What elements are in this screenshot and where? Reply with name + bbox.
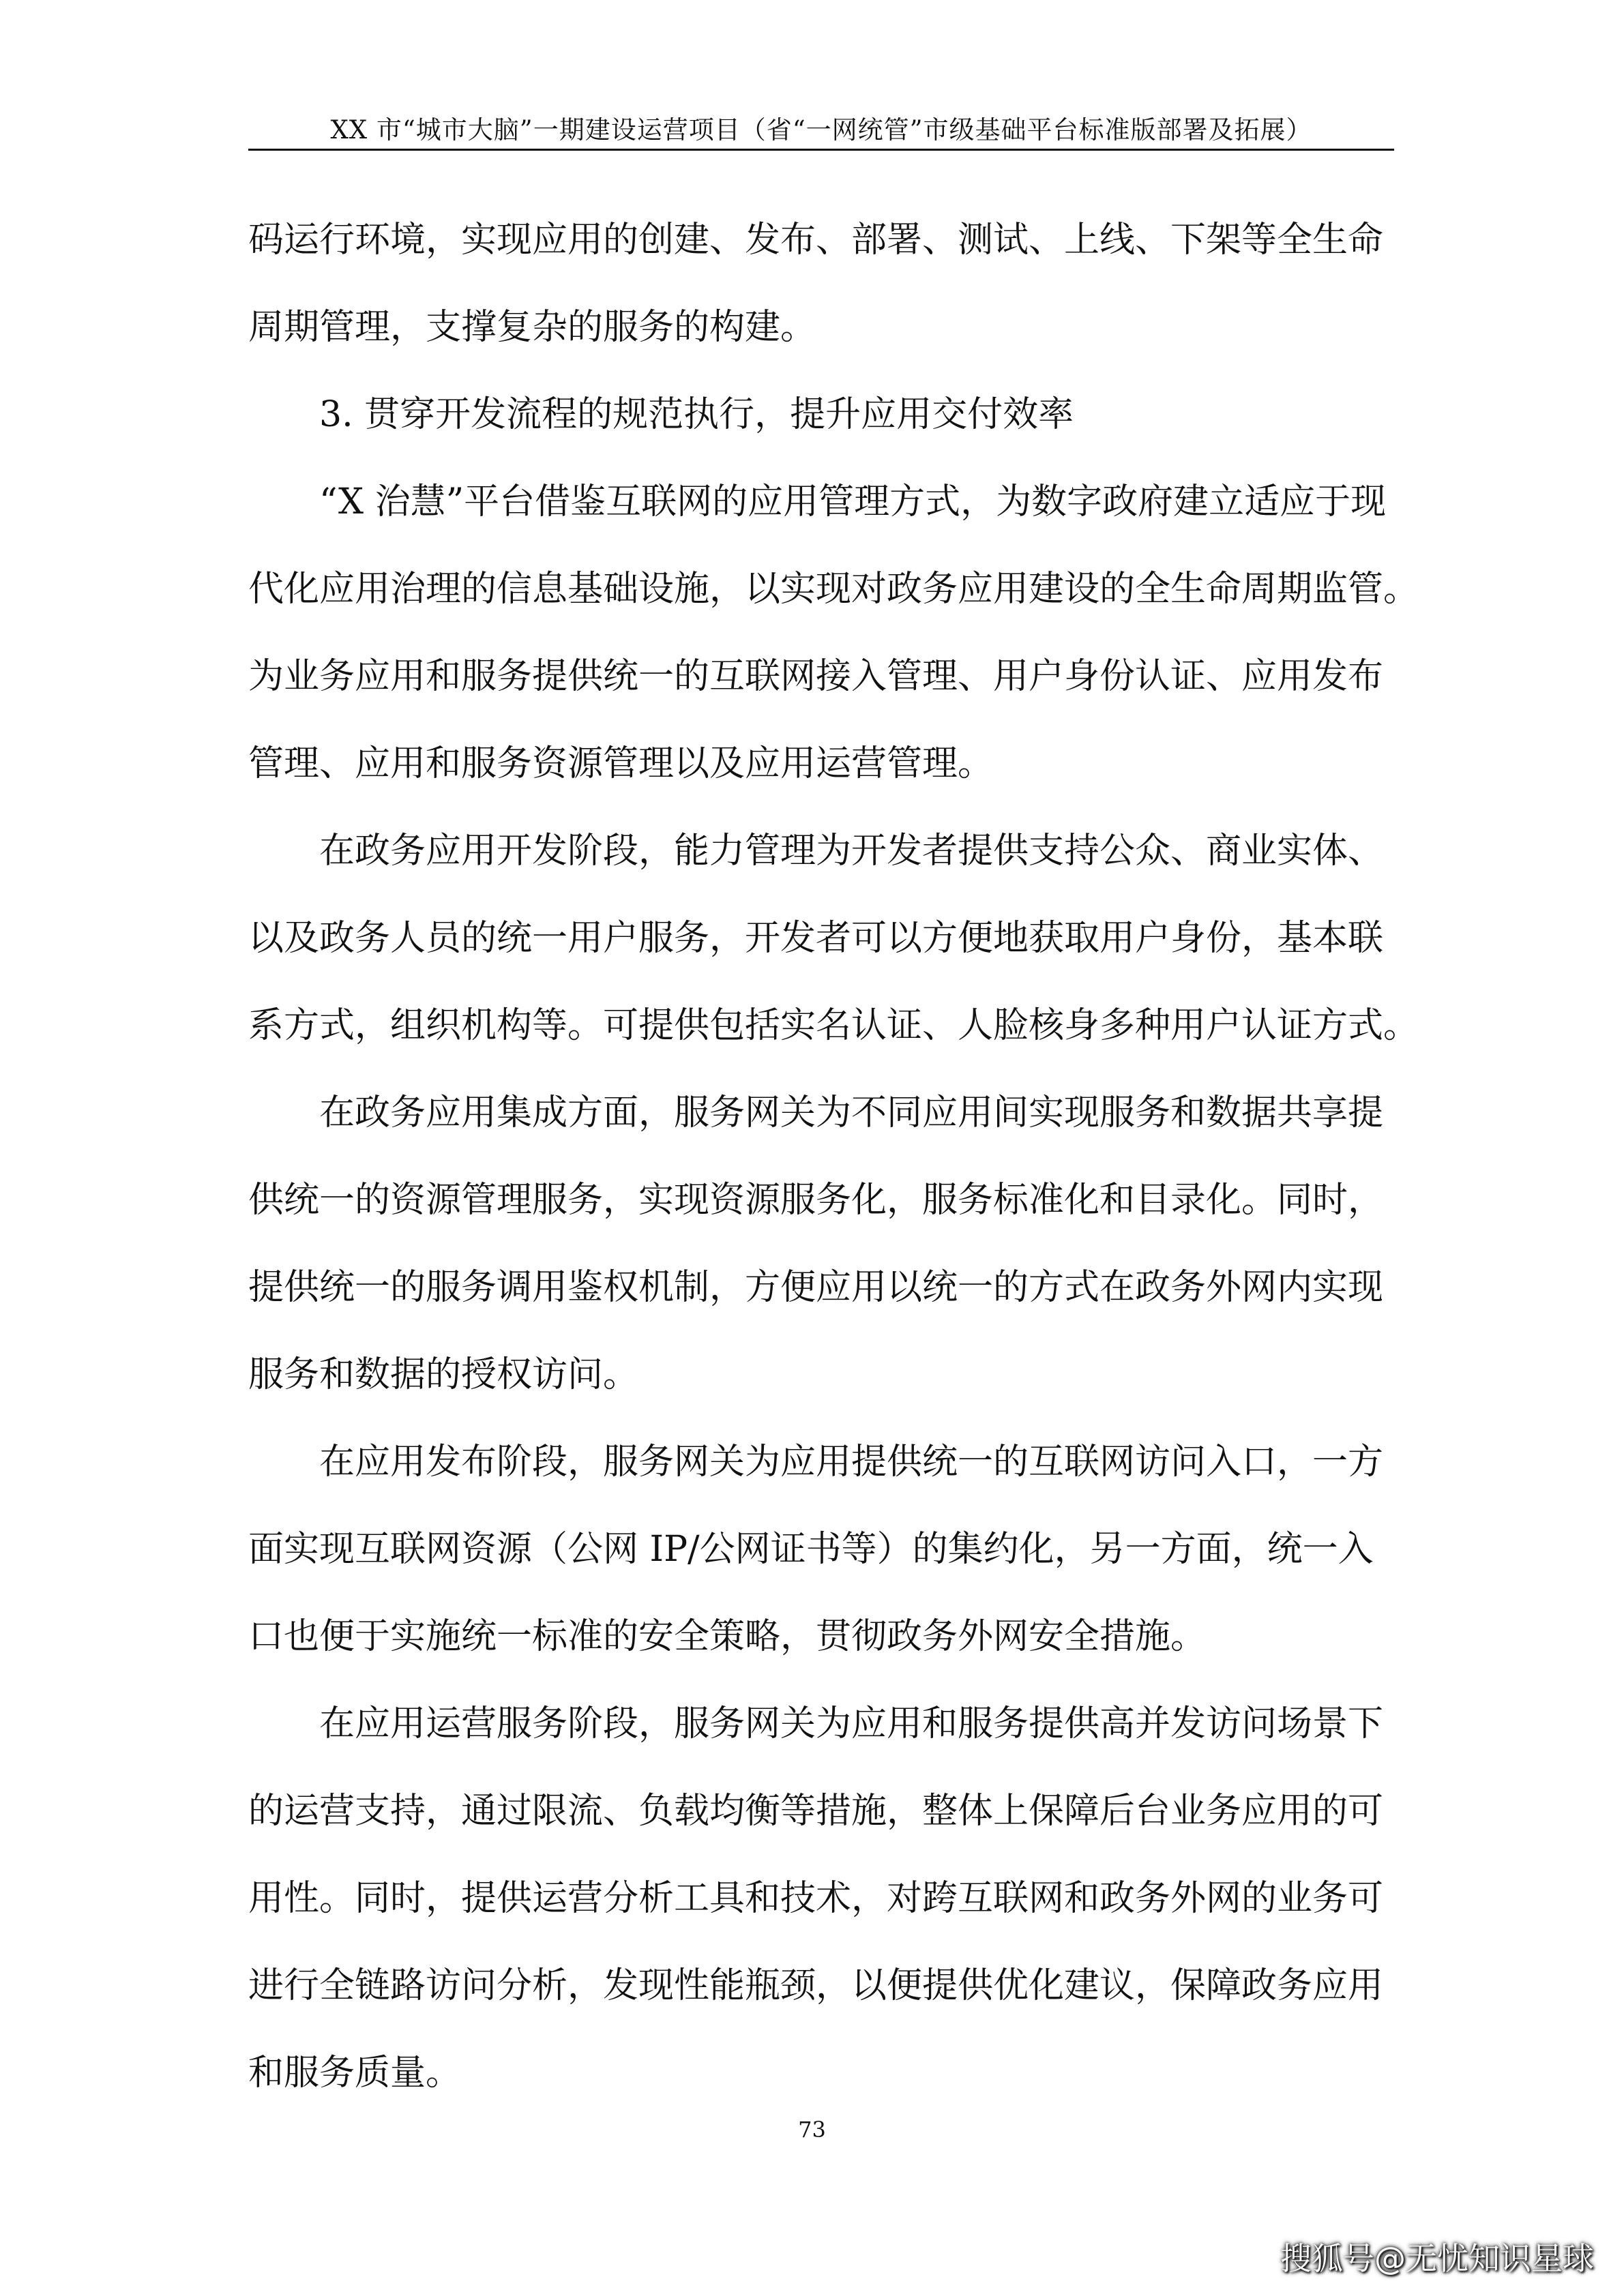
text-line: 服务和数据的授权访问。 [248, 1354, 639, 1395]
text-line: 周期管理，支撑复杂的服务的构建。 [248, 307, 816, 348]
section-heading: 3. 贯穿开发流程的规范执行，提升应用交付效率 [319, 394, 1074, 435]
header-rule [248, 149, 1394, 151]
text-line: 供统一的资源管理服务，实现资源服务化，服务标准化和目录化。同时， [248, 1180, 1384, 1221]
text-line: 系方式，组织机构等。可提供包括实名认证、人脸核身多种用户认证方式。 [248, 1005, 1419, 1046]
text-line: 和服务质量。 [248, 2053, 462, 2093]
text-line: 口也便于实施统一标准的安全策略，贯彻政务外网安全措施。 [248, 1616, 1207, 1657]
text-line: 代化应用治理的信息基础设施，以实现对政务应用建设的全生命周期监管。 [248, 569, 1419, 610]
text-line: 面实现互联网资源（公网 IP/公网证书等）的集约化，另一方面，统一入 [248, 1529, 1374, 1570]
text-line: 在应用发布阶段，服务网关为应用提供统一的互联网访问入口，一方 [319, 1442, 1384, 1482]
text-line: 在政务应用集成方面，服务网关为不同应用间实现服务和数据共享提 [319, 1092, 1384, 1133]
page-number: 73 [798, 2117, 826, 2143]
text-line: 在应用运营服务阶段，服务网关为应用和服务提供高并发访问场景下 [319, 1703, 1384, 1744]
text-line: 管理、应用和服务资源管理以及应用运营管理。 [248, 743, 994, 784]
watermark: 搜狐号@无忧知识星球 [1280, 2240, 1594, 2277]
running-header: XX 市“城市大脑”一期建设运营项目（省“一网统管”市级基础平台标准版部署及拓展） [330, 115, 1312, 145]
text-line: 的运营支持，通过限流、负载均衡等措施，整体上保障后台业务应用的可 [248, 1791, 1384, 1832]
text-line: 码运行环境，实现应用的创建、发布、部署、测试、上线、下架等全生命 [248, 220, 1384, 260]
text-line: 用性。同时，提供运营分析工具和技术，对跨互联网和政务外网的业务可 [248, 1878, 1384, 1919]
text-line: 以及政务人员的统一用户服务，开发者可以方便地获取用户身份，基本联 [248, 918, 1384, 959]
text-line: 为业务应用和服务提供统一的互联网接入管理、用户身份认证、应用发布 [248, 656, 1384, 697]
text-line: 提供统一的服务调用鉴权机制，方便应用以统一的方式在政务外网内实现 [248, 1267, 1384, 1308]
text-line: 进行全链路访问分析，发现性能瓶颈，以便提供优化建议，保障政务应用 [248, 1965, 1384, 2006]
text-line: 在政务应用开发阶段，能力管理为开发者提供支持公众、商业实体、 [319, 831, 1384, 871]
text-line: “X 治慧”平台借鉴互联网的应用管理方式，为数字政府建立适应于现 [319, 481, 1387, 522]
